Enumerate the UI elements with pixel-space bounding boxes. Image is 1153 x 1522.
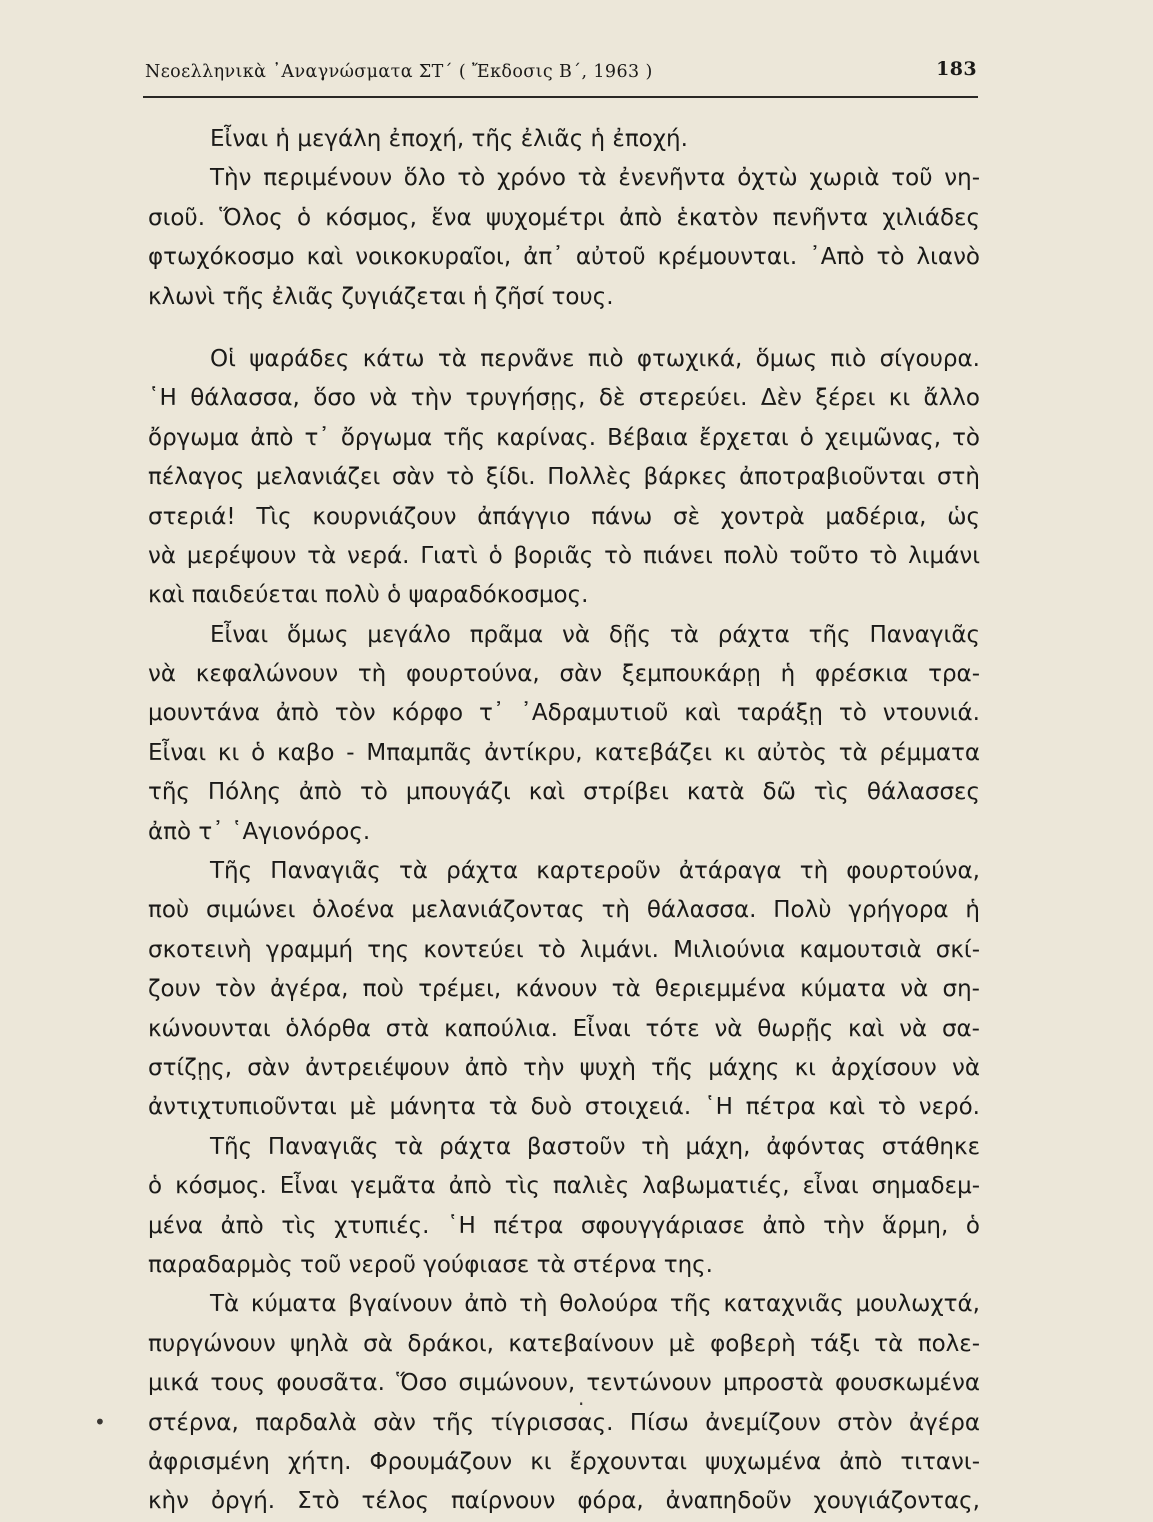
paragraph-1 bbox=[148, 120, 980, 317]
text-line: τῆς Πόλης ἀπὸ τὸ μπουγάζι καὶ στρίβει κατὰ δῶ τὶς θάλασσες bbox=[148, 779, 980, 806]
text-line: στεριά! Τὶς κουρνιάζουν ἀπάγγιο πάνω σὲ χοντρὰ μαδέρια, ὡς bbox=[148, 503, 980, 530]
paragraph-gap bbox=[148, 317, 980, 340]
text-line: μικά τους φουσᾶτα. Ὅσο σιμώνουν, τεντώνουν μπροστὰ φουσκωμένα bbox=[148, 1370, 980, 1397]
text-line: μένα ἀπὸ τὶς χτυπιές. ῾Η πέτρα σφουγγάριασε ἀπὸ τὴν ἅρμη, ὁ bbox=[148, 1212, 980, 1239]
paragraph-3 bbox=[148, 616, 980, 852]
text-line: στίζῃς, σὰν ἀντρειέψουν ἀπὸ τὴν ψυχὴ τῆς μάχης κι ἀρχίσουν νὰ bbox=[148, 1054, 980, 1081]
paragraph-6 bbox=[148, 1285, 980, 1521]
paragraph-4 bbox=[148, 852, 980, 1128]
text-line: ἀφρισμένη χήτη. Φρουμάζουν κι ἔρχουνται ψυχωμένα ἀπὸ τιτανι- bbox=[148, 1448, 980, 1475]
text-line: ποὺ σιμώνει ὁλοένα μελανιάζοντας τὴ θάλασσα. Πολὺ γρήγορα ἡ bbox=[148, 897, 980, 924]
text-line: πυργώνουν ψηλὰ σὰ δράκοι, κατεβαίνουν μὲ φοβερὴ τάξι τὰ πολε- bbox=[148, 1330, 980, 1357]
paragraph-5 bbox=[148, 1128, 980, 1286]
text-line: νὰ μερέψουν τὰ νερά. Γιατὶ ὁ βοριᾶς τὸ πιάνει πολὺ τοῦτο τὸ λιμάνι bbox=[148, 542, 980, 569]
text-line: ῾Η θάλασσα, ὅσο νὰ τὴν τρυγήσῃς, δὲ στερεύει. Δὲν ξέρει κι ἄλλο bbox=[148, 385, 980, 412]
text-line: ζουν τὸν ἀγέρα, ποὺ τρέμει, κάνουν τὰ θεριεμμένα κύματα νὰ ση- bbox=[148, 976, 980, 1003]
page-number: 183 bbox=[936, 58, 977, 80]
stray-ink-mark: • bbox=[94, 1410, 106, 1434]
text-line: στέρνα, παρδαλὰ σὰν τῆς τίγρισσας. Πίσω ἀνεμίζουν στὸν ἀγέρα bbox=[148, 1409, 980, 1436]
text-line: νὰ κεφαλώνουν τὴ φουρτούνα, σὰν ξεμπουκάρῃ ἡ φρέσκια τρα- bbox=[148, 661, 980, 688]
text-line: μουντάνα ἀπὸ τὸν κόρφο τ᾽ ᾿Αδραμυτιοῦ καὶ ταράξῃ τὸ ντουνιά. bbox=[148, 700, 980, 727]
body-text bbox=[148, 120, 980, 1522]
text-line: ἀπὸ τ᾽ ῾Αγιονόρος. bbox=[148, 818, 371, 845]
text-line: Εἶναι ὅμως μεγάλο πρᾶμα νὰ δῇς τὰ ράχτα τῆς Παναγιᾶς bbox=[210, 621, 980, 648]
text-line: ὄργωμα ἀπὸ τ᾽ ὄργωμα τῆς καρίνας. Βέβαια ἔρχεται ὁ χειμῶνας, τὸ bbox=[148, 424, 980, 451]
text-line: φτωχόκοσμο καὶ νοικοκυραῖοι, ἀπ᾽ αὐτοῦ κρέμουνται. ᾿Απὸ τὸ λιανὸ bbox=[148, 244, 980, 271]
stray-ink-mark: · bbox=[578, 1392, 585, 1416]
text-line: σιοῦ. Ὅλος ὁ κόσμος, ἕνα ψυχομέτρι ἀπὸ ἑκατὸν πενῆντα χιλιάδες bbox=[148, 204, 980, 231]
text-line: Οἱ ψαράδες κάτω τὰ περνᾶνε πιὸ φτωχικά, ὅμως πιὸ σίγουρα. bbox=[210, 345, 980, 372]
text-line: κὴν ὀργή. Στὸ τέλος παίρνουν φόρα, ἀναπηδοῦν χουγιάζοντας, bbox=[148, 1488, 980, 1515]
running-head bbox=[145, 58, 977, 88]
text-line: Τὰ κύματα βγαίνουν ἀπὸ τὴ θολούρα τῆς καταχνιᾶς μουλωχτά, bbox=[210, 1291, 980, 1318]
text-line: κλωνὶ τῆς ἐλιᾶς ζυγιάζεται ἡ ζῆσί τους. bbox=[148, 283, 614, 310]
text-line: Εἶναι ἡ μεγάλη ἐποχή, τῆς ἐλιᾶς ἡ ἐποχή. bbox=[210, 126, 688, 152]
text-line: καὶ παιδεύεται πολὺ ὁ ψαραδόκοσμος. bbox=[148, 582, 589, 609]
text-line: Εἶναι κι ὁ καβο - Μπαμπᾶς ἀντίκρυ, κατεβάζει κι αὐτὸς τὰ ρέμματα bbox=[148, 739, 980, 766]
text-line: ὁ κόσμος. Εἶναι γεμᾶτα ἀπὸ τὶς παλιὲς λαβωματιές, εἶναι σημαδεμ- bbox=[148, 1173, 980, 1200]
text-line: παραδαρμὸς τοῦ νεροῦ γούφιασε τὰ στέρνα της. bbox=[148, 1251, 713, 1278]
text-line: Τῆς Παναγιᾶς τὰ ράχτα καρτεροῦν ἀτάραγα τὴ φουρτούνα, bbox=[210, 858, 980, 885]
text-line: Τῆς Παναγιᾶς τὰ ράχτα βαστοῦν τὴ μάχη, ἀφόντας στάθηκε bbox=[210, 1133, 980, 1160]
text-line: κώνουνται ὁλόρθα στὰ καπούλια. Εἶναι τότε νὰ θωρῇς καὶ νὰ σα- bbox=[148, 1015, 980, 1042]
text-line: ἀντιχτυπιοῦνται μὲ μάνητα τὰ δυὸ στοιχειά. ῾Η πέτρα καὶ τὸ νερό. bbox=[148, 1094, 980, 1121]
running-title: Νεοελληνικὰ ᾿Αναγνώσματα ΣΤ΄ ( Ἔκδοσις Β΄, 1963 ) bbox=[145, 62, 653, 82]
header-rule bbox=[143, 96, 978, 98]
text-line: σκοτεινὴ γραμμή της κοντεύει τὸ λιμάνι. Μιλιούνια καμουτσιὰ σκί- bbox=[148, 936, 980, 963]
paragraph-2 bbox=[148, 340, 980, 616]
text-line: πέλαγος μελανιάζει σὰν τὸ ξίδι. Πολλὲς βάρκες ἀποτραβιοῦνται στὴ bbox=[148, 464, 980, 491]
text-line: Τὴν περιμένουν ὅλο τὸ χρόνο τὰ ἐνενῆντα ὀχτὼ χωριὰ τοῦ νη- bbox=[210, 165, 980, 192]
